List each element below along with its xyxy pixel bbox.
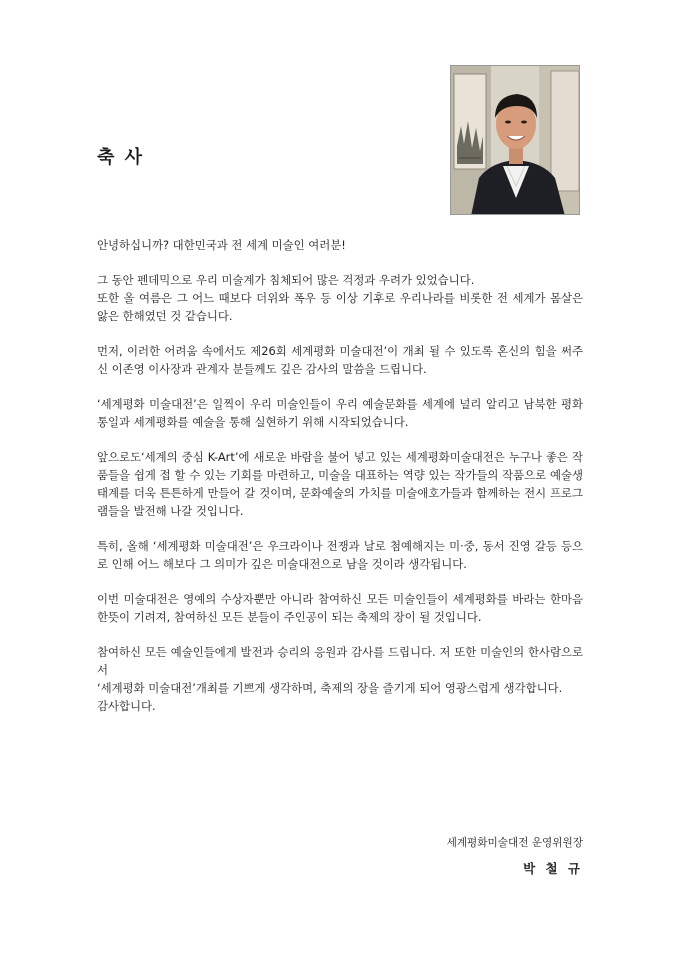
text-line: 특히, 올해 ‘세계평화 미술대전’은 우크라이나 전쟁과 날로 첨예해지는 미·중, 동서 진영 갈등 등으로 인해 어느 해보다 그 의미가 깊은 미술대전으로 남을 것이라 생각됩니다. (97, 539, 583, 571)
paragraph-festival (97, 590, 583, 626)
paragraph-thanks (97, 342, 583, 378)
text-line: 참여하신 모든 예술인들에게 발전과 승리의 응원과 감사를 드립니다. 저 또한 미술인의 한사람으로서 (97, 645, 583, 677)
paragraph-future (97, 448, 583, 520)
text-line: ‘세계평화 미술대전’은 일찍이 우리 미술인들이 우리 예술문화를 세계에 널리 알리고 남북한 평화통일과 세계평화를 예술을 통해 실현하기 위해 시작되었습니다. (97, 397, 583, 429)
text-line: 먼저, 이러한 어려움 속에서도 제26회 세계평화 미술대전’이 개최 될 수 있도록 혼신의 힘을 써주신 이존영 이사장과 관계자 분들께도 깊은 감사의 말씀을 드립니다. (97, 344, 583, 376)
paragraph-pandemic (97, 271, 583, 325)
signature-organization: 세계평화미술대전 운영위원장 (446, 837, 583, 849)
text-line: 감사합니다. (97, 699, 156, 713)
text-line: 앞으로도‘세계의 중심 K-Art’에 새로운 바람을 불어 넣고 있는 세계평화미술대전은 누구나 좋은 작품들을 쉽게 접 할 수 있는 기회를 마련하고, 미술을 대표하는 역량 있는 작가들의 작품으로 예술생태계를 더욱 튼튼하게 만들어 갈 것이며, 문화예술의 가치를 미술애호가들과 함께하는 전시 프로그램들을 발전해 나갈 것입니다. (97, 450, 583, 518)
text-line: ‘세계평화 미술대전’개최를 기쁘게 생각하며, 축제의 장을 즐기게 되어 영광스럽게 생각합니다. (97, 681, 563, 695)
page-title: 축 사 (97, 147, 145, 168)
paragraph-this-year (97, 537, 583, 573)
signature-block (447, 835, 583, 877)
text-line: 안녕하십니까? 대한민국과 전 세계 미술인 여러분! (97, 238, 346, 252)
text-line: 그 동안 펜데믹으로 우리 미술계가 침체되어 많은 걱정과 우려가 있었습니다. (97, 273, 475, 287)
text-line: 이번 미술대전은 영예의 수상자뿐만 아니라 참여하신 모든 미술인들이 세계평화를 바라는 한마음 한뜻이 기려져, 참여하신 모든 분들이 주인공이 되는 축제의 장이 될 것입니다. (97, 592, 583, 624)
paragraph-history (97, 395, 583, 431)
letter-body (97, 236, 583, 732)
signature-name: 박 철 규 (523, 861, 583, 876)
paragraph-greeting (97, 236, 583, 254)
paragraph-closing (97, 643, 583, 715)
portrait-photo (450, 65, 580, 215)
text-line: 또한 올 여름은 그 어느 때보다 더위와 폭우 등 이상 기후로 우리나라를 비롯한 전 세계가 몸살은 앓은 한해였던 것 같습니다. (97, 291, 583, 323)
